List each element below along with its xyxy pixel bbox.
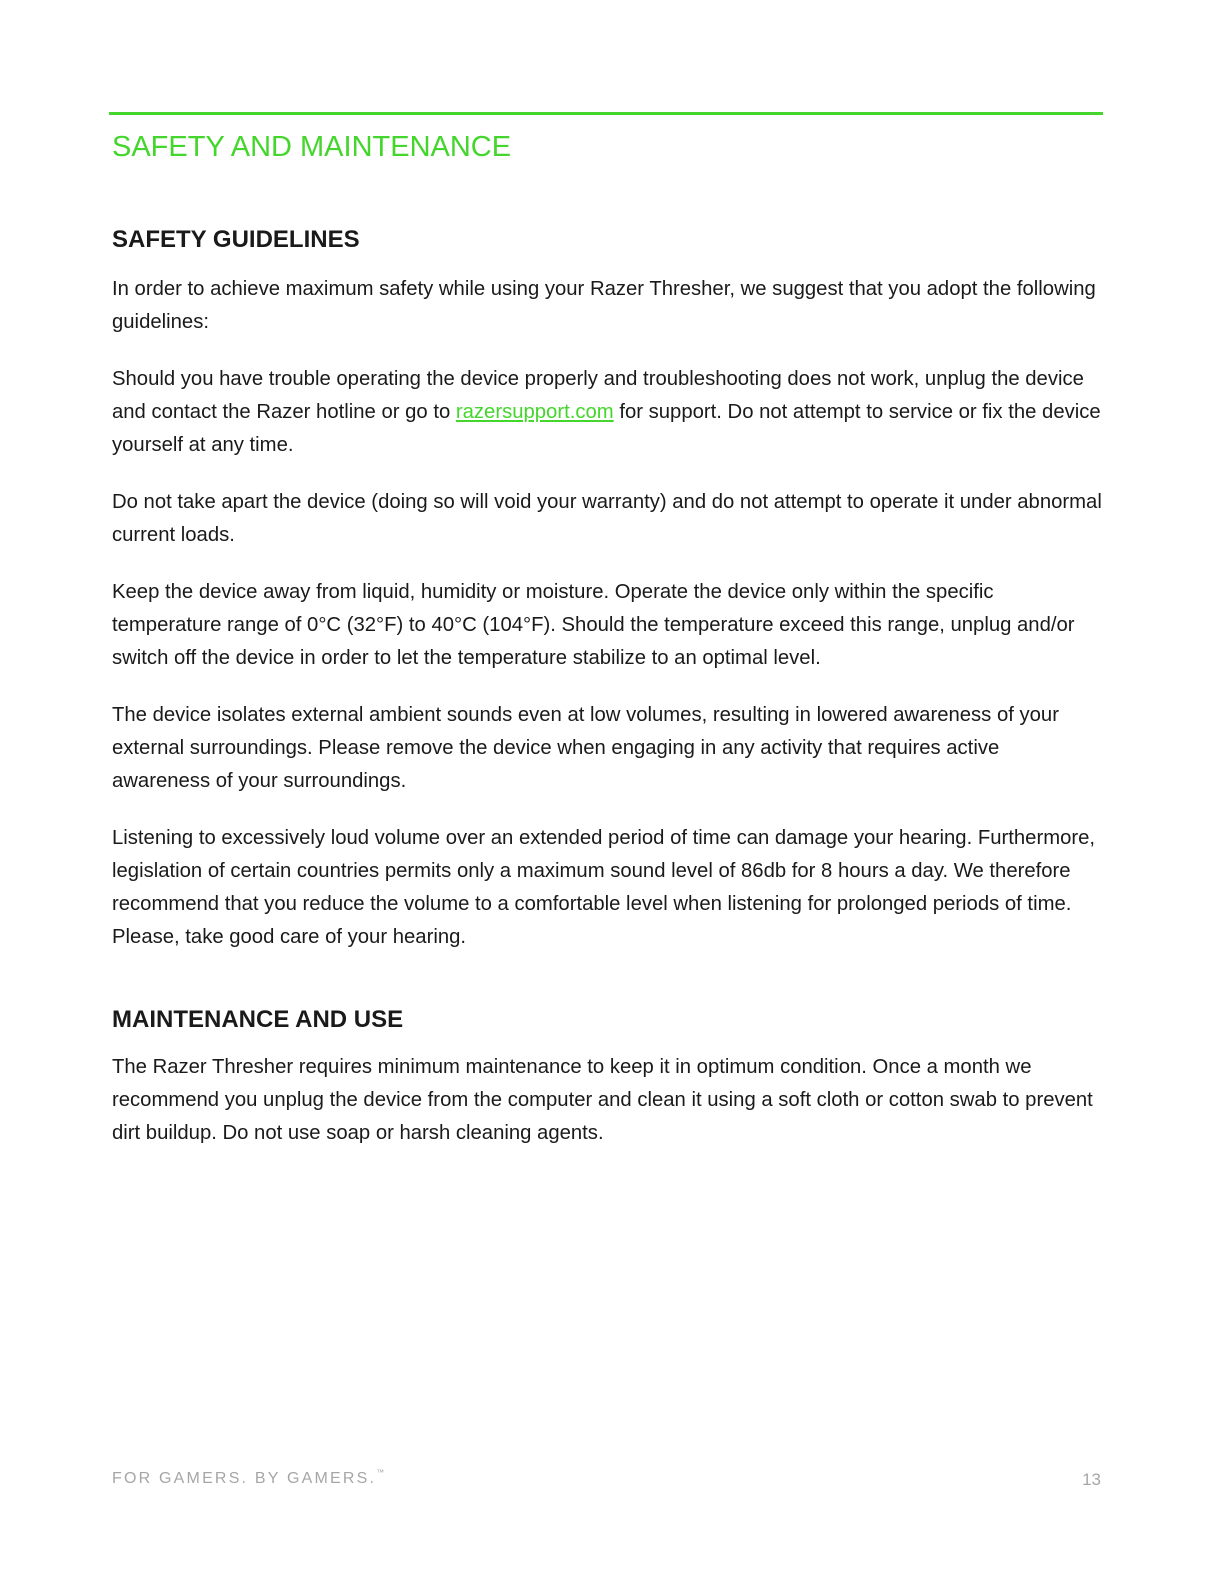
maintenance-heading: MAINTENANCE AND USE — [112, 1006, 404, 1033]
safety-intro-paragraph: In order to achieve maximum safety while using your Razer Thresher, we suggest that you adopt the following guidelines: — [112, 278, 1096, 333]
support-text-before: Should you have trouble operating the device properly and troubleshooting does not work, unplug the device and contact the Razer hotline or go to — [112, 368, 1084, 423]
footer-tagline — [112, 1470, 384, 1488]
footer-tagline-text: FOR GAMERS. BY GAMERS. — [112, 1470, 377, 1487]
safety-support-paragraph — [112, 363, 1102, 462]
page-content — [112, 224, 1102, 1150]
safety-awareness-paragraph: The device isolates external ambient sounds even at low volumes, resulting in lowered awareness of your external surroundings. Please remove the device when engaging in any activity that requires active awareness of your surroundings. — [112, 704, 1059, 792]
safety-guidelines-heading: SAFETY GUIDELINES — [112, 226, 360, 253]
safety-hearing-paragraph: Listening to excessively loud volume over an extended period of time can damage your hearing. Furthermore, legislation of certain countries permits only a maximum sound level of 86db for 8 hours a day. We therefore recommend that you reduce the volume to a comfortable level when listening for prolonged periods of time. Please, take good care of your hearing. — [112, 827, 1096, 948]
safety-disassembly-paragraph: Do not take apart the device (doing so will void your warranty) and do not attempt to operate it under abnormal current loads. — [112, 491, 1102, 546]
razersupport-link[interactable]: razersupport.com — [455, 401, 614, 423]
trademark-symbol: ™ — [376, 1468, 385, 1477]
page-number: 13 — [1082, 1470, 1101, 1489]
page-title: SAFETY AND MAINTENANCE — [112, 131, 512, 163]
header-rule — [109, 112, 1103, 115]
safety-moisture-paragraph: Keep the device away from liquid, humidity or moisture. Operate the device only within the specific temperature range of 0°C (32°F) to 40°C (104°F). Should the temperature exceed this range, unplug and/or switch off the device in order to let the temperature stabilize to an optimal level. — [112, 581, 1075, 669]
support-text-after: for support. Do not attempt to service or fix the device yourself at any time. — [112, 401, 1101, 456]
maintenance-paragraph: The Razer Thresher requires minimum maintenance to keep it in optimum condition. Once a month we recommend you unplug the device from the computer and clean it using a soft cloth or cotton swab to prevent dirt buildup. Do not use soap or harsh cleaning agents. — [112, 1056, 1093, 1144]
